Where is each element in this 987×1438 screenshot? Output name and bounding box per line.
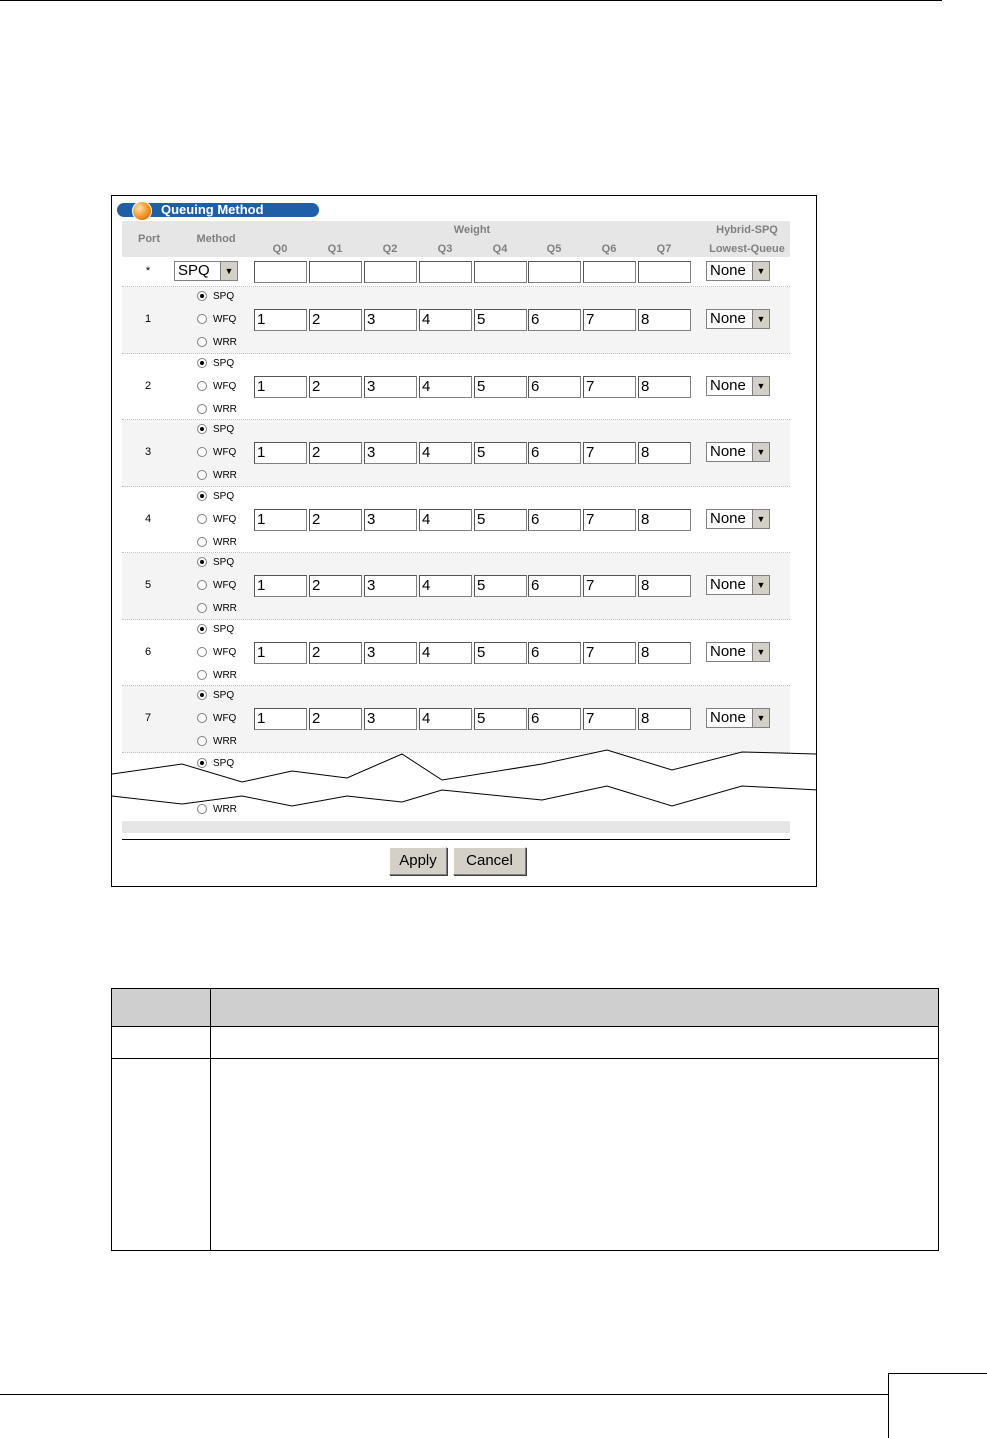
port-row <box>122 686 790 753</box>
radio-button[interactable] <box>197 736 207 746</box>
weight-input[interactable]: 8 <box>638 575 691 597</box>
radio-wrr[interactable] <box>197 336 237 350</box>
port-row <box>122 487 790 554</box>
dropdown-arrow-icon: ▼ <box>752 443 769 461</box>
weight-input[interactable]: 7 <box>583 309 636 331</box>
radio-label: WRR <box>213 403 237 415</box>
port-row <box>122 354 790 421</box>
port-number: 5 <box>144 579 152 591</box>
select-value: None <box>710 262 746 279</box>
header-queue: Q0 <box>272 243 288 255</box>
radio-wfq[interactable] <box>197 646 236 660</box>
header-method: Method <box>196 233 236 245</box>
radio-wfq[interactable] <box>197 712 236 726</box>
weight-input[interactable]: 3 <box>364 708 417 730</box>
header-queue: Q4 <box>492 243 508 255</box>
radio-button[interactable] <box>197 291 207 301</box>
radio-label: WRR <box>213 736 237 747</box>
all-weight-input[interactable] <box>419 261 472 283</box>
header-hybrid-1: Hybrid-SPQ <box>716 224 778 236</box>
select-value: None <box>710 376 746 394</box>
cancel-button[interactable]: Cancel <box>453 847 526 875</box>
weight-input[interactable]: 6 <box>528 442 581 464</box>
hybrid-select[interactable] <box>706 309 770 329</box>
select-value: None <box>710 509 746 527</box>
port-number: 1 <box>144 313 152 325</box>
weight-input[interactable]: 1 <box>254 509 307 531</box>
radio-label: WRR <box>213 603 237 614</box>
dropdown-arrow-icon: ▼ <box>752 262 769 280</box>
all-weight-input[interactable] <box>309 261 362 283</box>
radio-spq[interactable] <box>197 689 234 703</box>
dropdown-arrow-icon: ▼ <box>752 643 769 661</box>
weight-input[interactable]: 4 <box>419 376 472 398</box>
radio-button[interactable] <box>197 491 207 501</box>
header-queue: Q5 <box>546 243 562 255</box>
weight-input[interactable]: 6 <box>528 642 581 664</box>
radio-wrr[interactable] <box>197 536 237 550</box>
header-queue: Q6 <box>601 243 617 255</box>
section-title: Queuing Method <box>117 203 319 217</box>
hybrid-select[interactable] <box>706 708 770 728</box>
hybrid-select[interactable] <box>706 376 770 396</box>
header-port: Port <box>138 233 160 245</box>
port-row <box>122 620 790 687</box>
weight-input[interactable]: 5 <box>474 442 527 464</box>
weight-input[interactable]: 6 <box>528 309 581 331</box>
radio-label: SPQ <box>213 357 235 369</box>
hybrid-select[interactable] <box>706 575 770 595</box>
port-number: 7 <box>144 712 152 724</box>
orange-bullet-icon <box>132 201 152 221</box>
radio-spq[interactable] <box>197 490 234 504</box>
radio-wrr[interactable] <box>197 403 237 417</box>
weight-input[interactable]: 2 <box>309 442 362 464</box>
weight-input[interactable]: 3 <box>364 575 417 597</box>
weight-input[interactable]: 3 <box>364 509 417 531</box>
dropdown-arrow-icon: ▼ <box>752 510 769 528</box>
all-hybrid-select[interactable] <box>706 261 770 281</box>
all-weight-input[interactable] <box>254 261 307 283</box>
weight-input[interactable]: 6 <box>528 708 581 730</box>
radio-button[interactable] <box>197 690 207 700</box>
weight-input[interactable]: 1 <box>254 376 307 398</box>
page-break-icon <box>112 746 817 826</box>
radio-button[interactable] <box>197 337 207 347</box>
weight-input[interactable]: 8 <box>638 509 691 531</box>
queuing-panel <box>122 221 790 836</box>
select-value: None <box>710 443 746 460</box>
radio-wrr[interactable] <box>197 602 237 616</box>
port-number: 3 <box>144 446 152 458</box>
radio-button[interactable] <box>197 381 207 391</box>
weight-input[interactable]: 5 <box>474 575 527 597</box>
radio-button[interactable] <box>197 670 207 680</box>
port-label: * <box>145 265 151 277</box>
radio-label: WFQ <box>213 513 237 525</box>
page-number-box <box>888 1373 987 1438</box>
weight-input[interactable]: 5 <box>474 708 527 730</box>
port-row <box>122 420 790 487</box>
radio-button[interactable] <box>197 603 207 613</box>
radio-wfq[interactable] <box>197 513 236 527</box>
weight-input[interactable]: 2 <box>309 575 362 597</box>
weight-input[interactable]: 1 <box>254 575 307 597</box>
weight-input[interactable]: 7 <box>583 575 636 597</box>
all-weight-input[interactable] <box>474 261 527 283</box>
radio-label: WFQ <box>213 713 237 724</box>
port-number: 4 <box>144 512 152 525</box>
header-queue: Q3 <box>437 243 453 255</box>
weight-input[interactable]: 5 <box>474 642 527 664</box>
footer-rule <box>122 839 790 840</box>
weight-input[interactable]: 1 <box>254 642 307 664</box>
weight-input[interactable]: 2 <box>309 509 362 531</box>
radio-spq[interactable] <box>197 290 234 304</box>
radio-wrr[interactable] <box>197 669 237 683</box>
radio-wfq[interactable] <box>197 579 236 593</box>
weight-input[interactable]: 4 <box>419 575 472 597</box>
all-ports-row <box>122 257 790 287</box>
weight-input[interactable]: 2 <box>309 376 362 398</box>
radio-label: SPQ <box>213 424 235 435</box>
header-queue: Q1 <box>327 243 343 255</box>
radio-wrr[interactable] <box>197 469 237 483</box>
radio-button[interactable] <box>197 580 207 590</box>
select-value: None <box>710 642 746 660</box>
radio-label: WRR <box>213 470 237 481</box>
radio-button[interactable] <box>197 470 207 480</box>
radio-label: WRR <box>213 804 237 815</box>
page-bottom-rule <box>0 1394 888 1395</box>
radio-label: SPQ <box>213 490 235 502</box>
select-value: SPQ <box>178 262 210 279</box>
radio-label: WRR <box>213 536 237 548</box>
dropdown-arrow-icon: ▼ <box>752 377 769 395</box>
radio-button[interactable] <box>197 514 207 524</box>
radio-label: WFQ <box>213 646 237 658</box>
port-number: 6 <box>144 645 152 658</box>
radio-button[interactable] <box>197 647 207 657</box>
weight-input[interactable]: 3 <box>364 376 417 398</box>
weight-input[interactable]: 1 <box>254 309 307 331</box>
weight-input[interactable]: 6 <box>528 575 581 597</box>
weight-input[interactable]: 7 <box>583 442 636 464</box>
dropdown-arrow-icon: ▼ <box>752 709 769 727</box>
radio-label: SPQ <box>213 557 235 568</box>
radio-label: WFQ <box>213 314 237 325</box>
weight-input[interactable]: 2 <box>309 708 362 730</box>
all-weight-input[interactable] <box>528 261 581 283</box>
radio-spq[interactable] <box>197 357 234 371</box>
weight-input[interactable]: 7 <box>583 642 636 664</box>
radio-label: WRR <box>213 337 237 348</box>
description-table <box>111 988 939 1251</box>
radio-spq[interactable] <box>197 623 234 637</box>
weight-input[interactable]: 4 <box>419 509 472 531</box>
radio-label: WFQ <box>213 580 237 591</box>
radio-button[interactable] <box>197 713 207 723</box>
weight-input[interactable]: 8 <box>638 442 691 464</box>
dropdown-arrow-icon: ▼ <box>220 262 237 280</box>
weight-input[interactable]: 2 <box>309 309 362 331</box>
radio-button[interactable] <box>197 624 207 634</box>
radio-button[interactable] <box>197 358 207 368</box>
weight-input[interactable]: 5 <box>474 509 527 531</box>
weight-input[interactable]: 5 <box>474 376 527 398</box>
weight-input[interactable]: 6 <box>528 509 581 531</box>
radio-label: SPQ <box>213 758 235 769</box>
weight-input[interactable]: 3 <box>364 309 417 331</box>
weight-input[interactable]: 1 <box>254 708 307 730</box>
radio-spq[interactable] <box>197 423 234 437</box>
port-row <box>122 553 790 620</box>
weight-input[interactable]: 8 <box>638 309 691 331</box>
weight-input[interactable]: 8 <box>638 642 691 664</box>
port-row <box>122 287 790 354</box>
weight-input[interactable]: 4 <box>419 309 472 331</box>
radio-button[interactable] <box>197 557 207 567</box>
weight-input[interactable]: 7 <box>583 708 636 730</box>
radio-label: SPQ <box>213 623 235 635</box>
dropdown-arrow-icon: ▼ <box>752 310 769 328</box>
radio-button[interactable] <box>197 447 207 457</box>
footer-band <box>122 821 790 833</box>
select-value: None <box>710 310 746 327</box>
apply-button[interactable]: Apply <box>389 847 447 875</box>
select-value: None <box>710 576 746 593</box>
all-weight-input[interactable] <box>638 261 691 283</box>
weight-input[interactable]: 8 <box>638 376 691 398</box>
all-weight-input[interactable] <box>583 261 636 283</box>
weight-input[interactable]: 8 <box>638 708 691 730</box>
header-queue: Q7 <box>656 243 672 255</box>
all-weight-input[interactable] <box>364 261 417 283</box>
table-row <box>112 1027 938 1059</box>
weight-input[interactable]: 6 <box>528 376 581 398</box>
select-value: None <box>710 709 746 726</box>
radio-label: SPQ <box>213 690 235 701</box>
all-method-select[interactable] <box>174 261 238 281</box>
header-hybrid-2: Lowest-Queue <box>709 243 785 255</box>
weight-input[interactable]: 7 <box>583 509 636 531</box>
hybrid-select[interactable] <box>706 442 770 462</box>
weight-input[interactable]: 4 <box>419 708 472 730</box>
radio-wfq[interactable] <box>197 380 236 394</box>
weight-input[interactable]: 4 <box>419 642 472 664</box>
radio-label: WRR <box>213 669 237 681</box>
radio-button[interactable] <box>197 424 207 434</box>
hybrid-select[interactable] <box>706 642 770 662</box>
weight-input[interactable]: 1 <box>254 442 307 464</box>
port-number: 2 <box>144 379 152 392</box>
radio-button[interactable] <box>197 404 207 414</box>
weight-input[interactable]: 3 <box>364 642 417 664</box>
radio-label: WFQ <box>213 380 237 392</box>
weight-input[interactable]: 3 <box>364 442 417 464</box>
radio-label: WFQ <box>213 447 237 458</box>
header-queue: Q2 <box>382 243 398 255</box>
dropdown-arrow-icon: ▼ <box>752 576 769 594</box>
radio-button[interactable] <box>197 314 207 324</box>
radio-label: SPQ <box>213 291 235 302</box>
weight-input[interactable]: 2 <box>309 642 362 664</box>
queuing-method-screenshot <box>111 195 817 887</box>
radio-wfq[interactable] <box>197 313 236 327</box>
weight-input[interactable]: 4 <box>419 442 472 464</box>
page-top-rule <box>0 0 942 1</box>
table-column-divider <box>210 989 211 1250</box>
hybrid-select[interactable] <box>706 509 770 529</box>
radio-spq[interactable] <box>197 556 234 570</box>
radio-button[interactable] <box>197 537 207 547</box>
header-weight: Weight <box>453 224 491 236</box>
weight-input[interactable]: 5 <box>474 309 527 331</box>
weight-input[interactable]: 7 <box>583 376 636 398</box>
radio-wfq[interactable] <box>197 446 236 460</box>
table-header-row <box>112 989 938 1027</box>
